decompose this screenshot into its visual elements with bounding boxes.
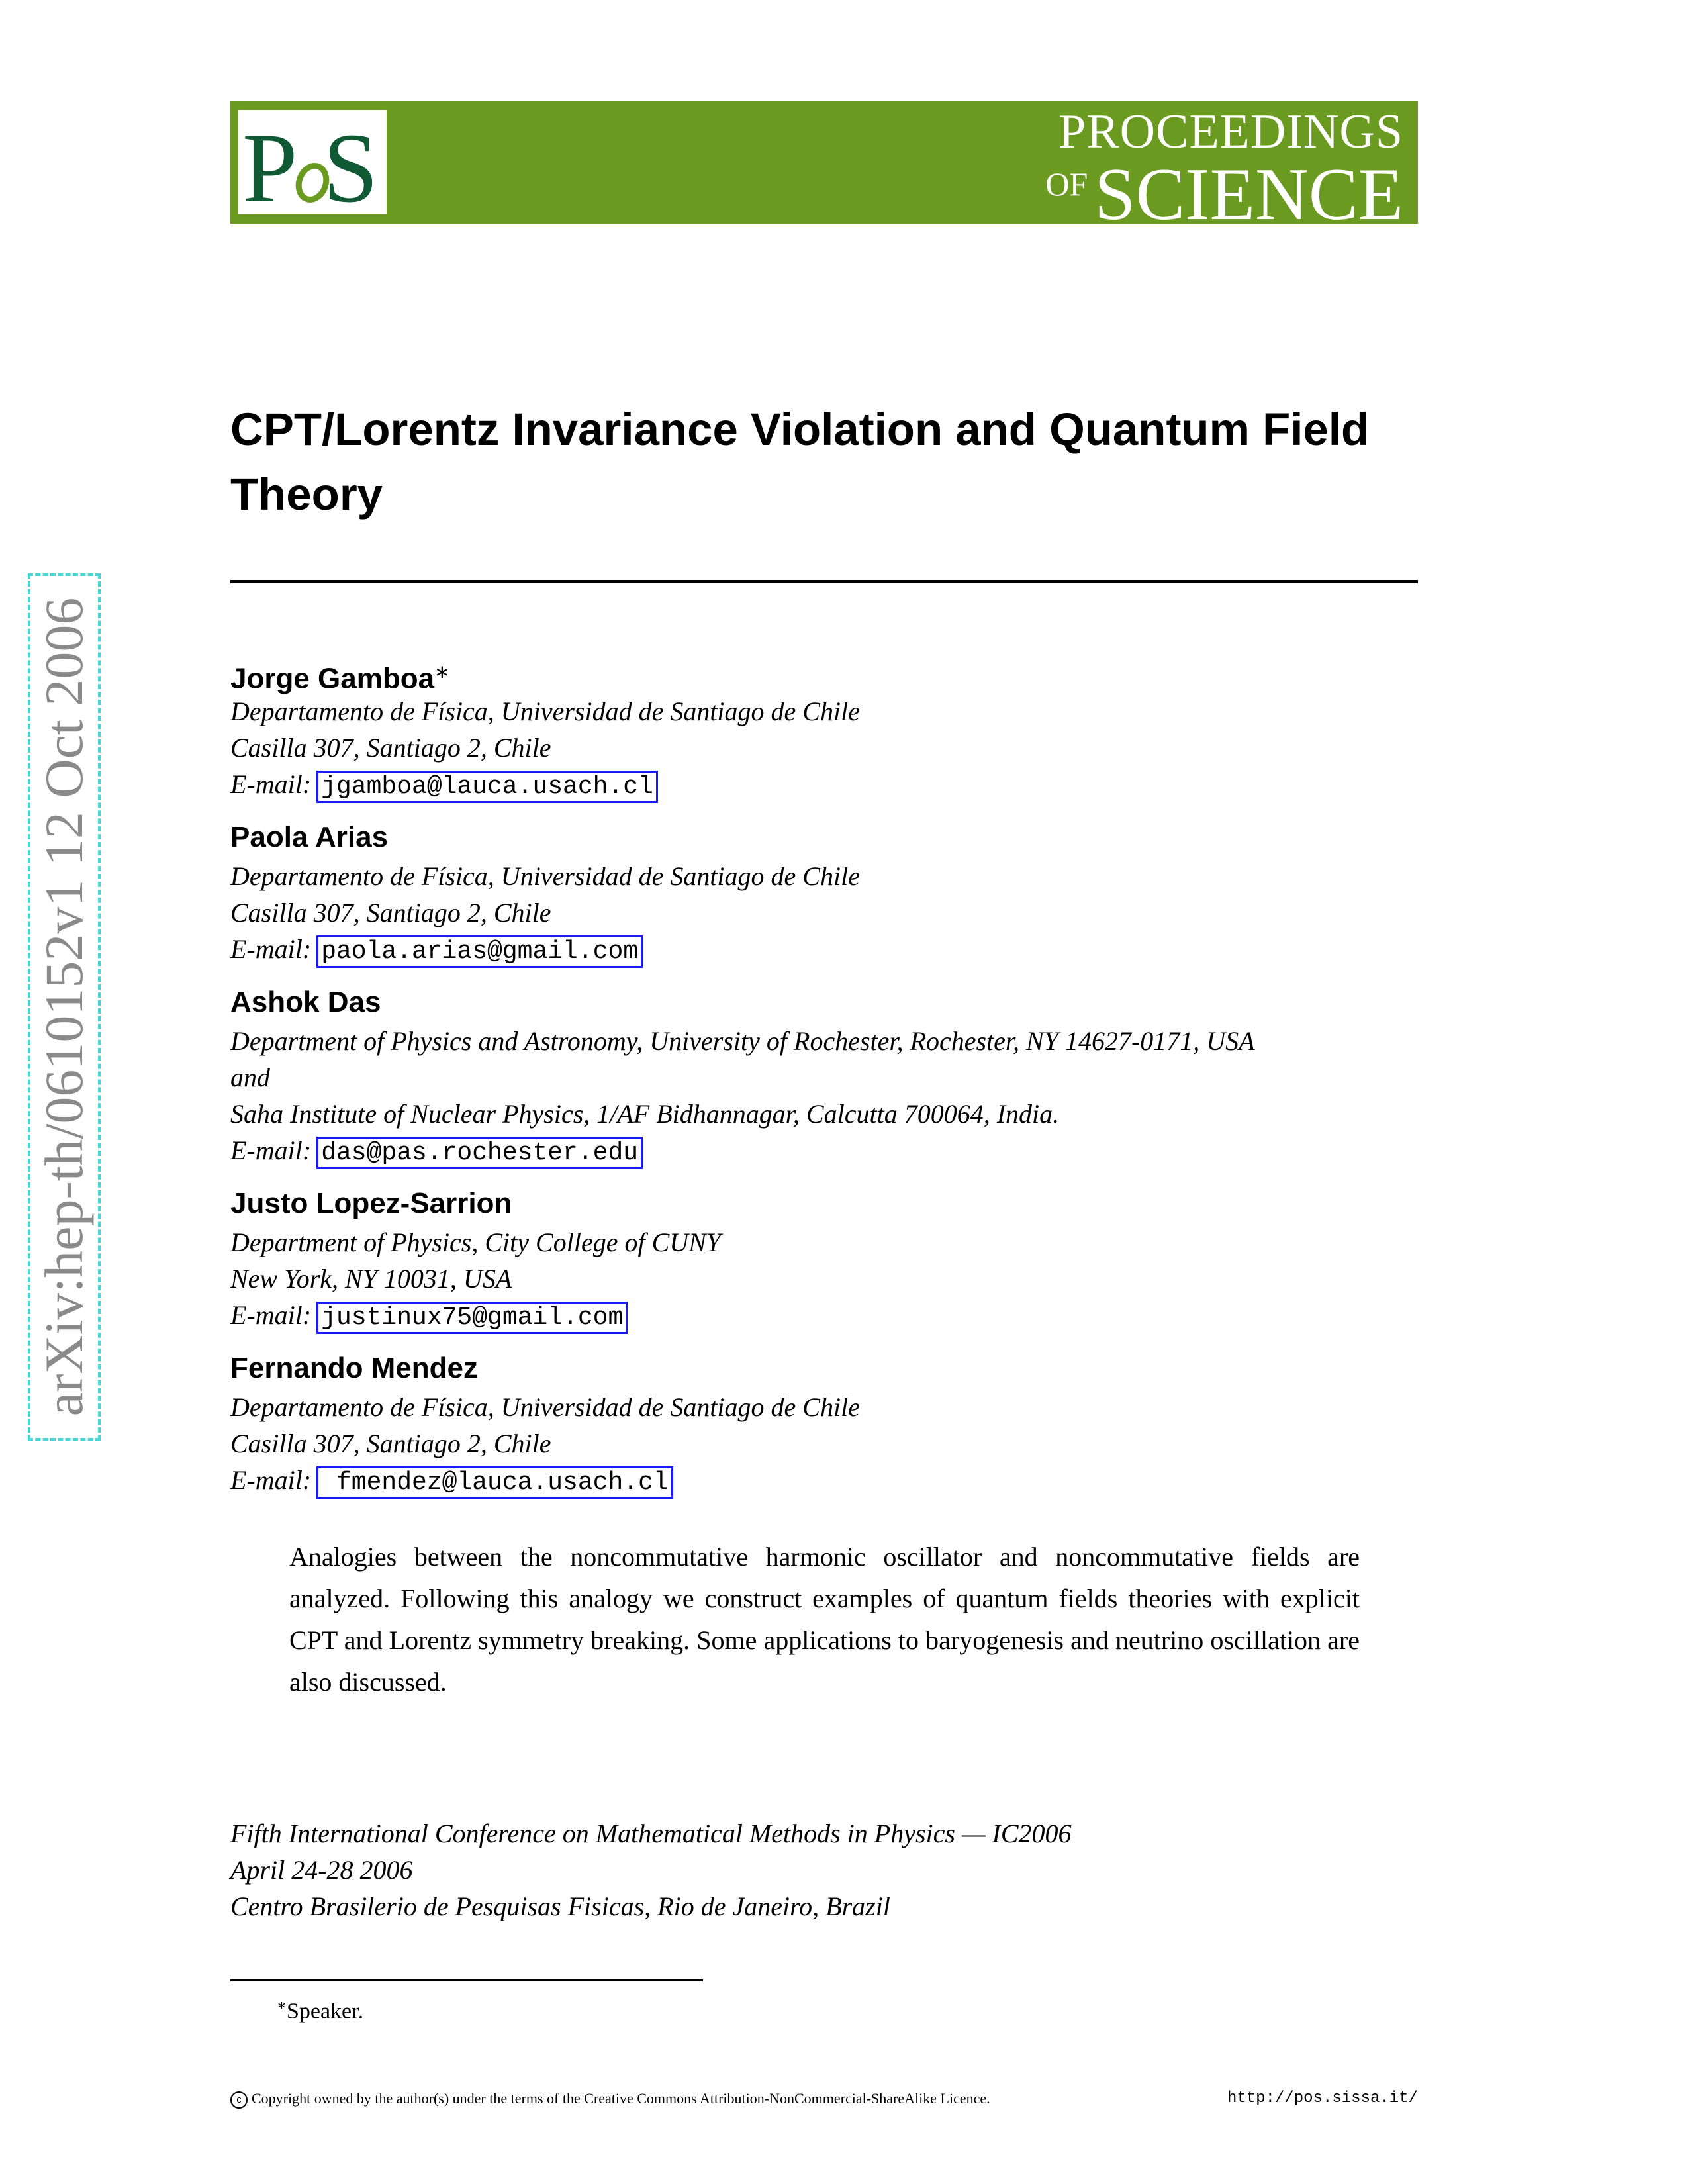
- author-email-row: [230, 1462, 1488, 1498]
- author-email-row: [230, 1132, 1488, 1168]
- paper-title: CPT/Lorentz Invariance Violation and Quantum Field Theory: [230, 404, 1370, 520]
- conference-name: Fifth International Conference on Mathematical Methods in Physics — IC2006: [230, 1819, 1072, 1848]
- arxiv-stamp: arXiv:hep-th/0610152v1 12 Oct 2006: [34, 597, 94, 1417]
- author-block: [230, 982, 1488, 1168]
- abstract: Analogies between the noncommutative harmonic oscillator and noncommutative fields are analyzed. Following this analogy we construct examples of quantum fields theories with explicit CPT and Lorentz symmetry breaking. Some applications to baryogenesis and neutrino oscillation are also discussed.: [289, 1542, 1360, 1697]
- footnote: [277, 1989, 363, 2027]
- brand-science: SCIENCE: [1094, 154, 1403, 236]
- pos-banner: [230, 101, 1418, 236]
- email-label: E-mail:: [230, 934, 312, 964]
- author-affiliation: Departamento de Física, Universidad de Santiago de Chile: [230, 1392, 860, 1422]
- proceedings-of-science-wordmark: [1045, 103, 1403, 236]
- footnote-mark: ∗: [277, 1997, 287, 2013]
- brand-of: OF: [1045, 166, 1088, 203]
- email-label: E-mail:: [230, 769, 312, 799]
- author-name: Ashok Das: [230, 986, 381, 1018]
- author-block: [230, 1348, 1488, 1498]
- pos-url-link[interactable]: http://pos.sissa.it/: [1227, 2089, 1418, 2107]
- author-email-row: [230, 1297, 1488, 1333]
- email-link[interactable]: justinux75@gmail.com: [316, 1302, 628, 1334]
- copyright-text: Copyright owned by the author(s) under the terms of the Creative Commons Attribution-NonCommercial-ShareAlike Licence.: [252, 2090, 990, 2107]
- pos-logo: [238, 110, 387, 214]
- footnote-text: Speaker.: [286, 1999, 364, 2024]
- author-block: [230, 652, 1488, 802]
- author-name: Jorge Gamboa∗: [230, 662, 450, 695]
- author-affiliation: Department of Physics and Astronomy, University of Rochester, Rochester, NY 14627-0171, USA: [230, 1026, 1255, 1056]
- author-address: Casilla 307, Santiago 2, Chile: [230, 733, 551, 763]
- author-address: Casilla 307, Santiago 2, Chile: [230, 1429, 551, 1458]
- title-rule: [230, 580, 1418, 583]
- pos-logo-icon: [238, 110, 387, 214]
- svg-text:S: S: [323, 113, 379, 214]
- author-address: New York, NY 10031, USA: [230, 1264, 512, 1294]
- author-email-row: [230, 766, 1488, 802]
- email-label: E-mail:: [230, 1300, 312, 1330]
- brand-proceedings: PROCEEDINGS: [1058, 105, 1403, 159]
- author-block: [230, 817, 1488, 967]
- email-link[interactable]: das@pas.rochester.edu: [316, 1137, 643, 1169]
- conference-info: [230, 1815, 1072, 1924]
- author-name: Paola Arias: [230, 821, 389, 853]
- footnote-rule: [230, 1979, 703, 1981]
- author-block: [230, 1183, 1488, 1333]
- copyright-line: [230, 2089, 990, 2109]
- author-affiliation: Saha Institute of Nuclear Physics, 1/AF Bidhannagar, Calcutta 700064, India.: [230, 1099, 1060, 1129]
- email-link[interactable]: jgamboa@lauca.usach.cl: [316, 771, 658, 803]
- email-link[interactable]: paola.arias@gmail.com: [316, 935, 643, 968]
- author-name: Fernando Mendez: [230, 1352, 479, 1384]
- svg-text:P: P: [242, 113, 298, 214]
- copyright-icon: c: [230, 2091, 248, 2109]
- email-label: E-mail:: [230, 1135, 312, 1165]
- author-name: Justo Lopez-Sarrion: [230, 1187, 512, 1219]
- author-email-row: [230, 931, 1488, 967]
- author-address: Casilla 307, Santiago 2, Chile: [230, 898, 551, 927]
- email-link[interactable]: fmendez@lauca.usach.cl: [316, 1466, 673, 1499]
- author-list: [230, 652, 1488, 1513]
- email-label: E-mail:: [230, 1465, 312, 1495]
- author-affiliation: Departamento de Física, Universidad de Santiago de Chile: [230, 696, 860, 726]
- speaker-mark: ∗: [434, 662, 450, 683]
- conference-venue: Centro Brasilerio de Pesquisas Fisicas, Rio de Janeiro, Brazil: [230, 1891, 890, 1921]
- author-affiliation-and: and: [230, 1063, 270, 1092]
- author-affiliation: Departamento de Física, Universidad de Santiago de Chile: [230, 861, 860, 891]
- conference-dates: April 24-28 2006: [230, 1855, 413, 1885]
- author-affiliation: Department of Physics, City College of CUNY: [230, 1227, 722, 1257]
